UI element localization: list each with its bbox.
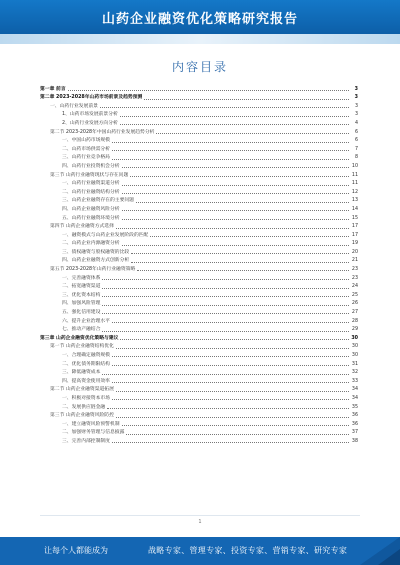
toc-entry-label: 五、强化信用建设 <box>62 310 101 316</box>
toc-entry[interactable] <box>40 342 358 351</box>
toc-leader-dots <box>122 219 349 220</box>
toc-entry-label: 第五节 2023-2028年山药行业融资策略 <box>50 267 136 273</box>
toc-entry-page: 27 <box>351 310 358 316</box>
toc-leader-dots <box>120 116 349 117</box>
toc-leader-dots <box>102 331 349 332</box>
toc-leader-dots <box>112 159 349 160</box>
toc-entry-page: 11 <box>351 172 358 178</box>
toc-entry[interactable] <box>40 196 358 205</box>
toc-entry-label: 第四节 山药企业融资方式选择 <box>50 224 114 230</box>
toc-entry-label: 第一节 山药企业融资结构优化 <box>50 344 114 350</box>
toc-entry-label: 一、山药行业发展前景 <box>50 103 98 109</box>
toc-entry[interactable] <box>40 239 358 248</box>
toc-entry-page: 30 <box>351 344 358 350</box>
toc-leader-dots <box>116 348 349 349</box>
toc-leader-dots <box>116 417 349 418</box>
toc-entry[interactable] <box>40 419 358 428</box>
corner-decoration-icon <box>340 537 400 565</box>
toc-entry[interactable] <box>40 161 358 170</box>
toc-entry-page: 12 <box>351 189 358 195</box>
toc-entry[interactable] <box>40 136 358 145</box>
toc-entry-page: 14 <box>351 206 358 212</box>
toc-entry[interactable] <box>40 144 358 153</box>
toc-leader-dots <box>122 245 349 246</box>
toc-entry[interactable] <box>40 402 358 411</box>
toc-entry-label: 五、山药行业融资环境分析 <box>62 215 120 221</box>
toc-leader-dots <box>150 236 349 237</box>
toc-entry-label: 第一章 前言 <box>40 86 66 92</box>
report-title: 山药企业融资优化策略研究报告 <box>101 12 298 27</box>
toc-entry-label: 二、山药市场供需分析 <box>62 146 110 152</box>
toc-leader-dots <box>102 296 349 297</box>
toc-entry-label: 三、完善内部控制制度 <box>62 438 110 444</box>
toc-entry-page: 33 <box>351 378 358 384</box>
toc-entry[interactable] <box>40 256 358 265</box>
toc-entry[interactable] <box>40 230 358 239</box>
toc-entry-page: 6 <box>354 138 358 144</box>
toc-title: 内容目录 <box>171 60 228 74</box>
toc-entry[interactable] <box>40 385 358 394</box>
footer-slogan: 让每个人都能成为 <box>44 546 108 555</box>
toc-entry-label: 四、山药企业融资方式创新分析 <box>62 258 130 264</box>
toc-entry[interactable] <box>40 110 358 119</box>
toc-entry-label: 二、山药企业内源融资分析 <box>62 241 120 247</box>
toc-leader-dots <box>122 193 349 194</box>
toc-leader-dots <box>131 262 349 263</box>
toc-entry-page: 34 <box>351 395 358 401</box>
toc-entry[interactable] <box>40 213 358 222</box>
toc-leader-dots <box>112 150 349 151</box>
toc-entry-label: 三、债权融资与股权融资的比较 <box>62 249 130 255</box>
toc-entry-page: 3 <box>354 103 358 109</box>
toc-leader-dots <box>156 133 349 134</box>
toc-entry-label: 四、提高资金使用效率 <box>62 378 110 384</box>
toc-entry[interactable] <box>40 273 358 282</box>
toc-entry-label: 第二节 2023-2028年中国山药行业发展趋势分析 <box>50 129 155 135</box>
toc-entry-page: 34 <box>351 387 358 393</box>
toc-entry-label: 四、山药企业融资风险分析 <box>62 206 120 212</box>
toc-entry-page: 17 <box>351 224 358 230</box>
toc-leader-dots <box>144 99 349 100</box>
toc-entry-page: 36 <box>351 413 358 419</box>
toc-leader-dots <box>102 313 349 314</box>
toc-leader-dots <box>112 142 349 143</box>
toc-leader-dots <box>122 425 349 426</box>
toc-leader-dots <box>107 408 349 409</box>
toc-entry-page: 13 <box>351 198 358 204</box>
toc-entry[interactable] <box>40 93 358 102</box>
toc-entry[interactable] <box>40 299 358 308</box>
toc-entry-label: 第二节 山药企业融资渠道拓展 <box>50 387 114 393</box>
toc-leader-dots <box>116 391 349 392</box>
toc-entry-label: 二、发展供应链金融 <box>62 404 106 410</box>
toc-entry-label: 一、山药行业融资渠道分析 <box>62 181 120 187</box>
toc-leader-dots <box>130 176 349 177</box>
toc-entry-label: 二、加强财务管理与信息披露 <box>62 430 125 436</box>
toc-entry[interactable] <box>40 101 358 110</box>
toc-entry[interactable] <box>40 325 358 334</box>
toc-entry-label: 第三节 山药行业融资现状与存在问题 <box>50 172 129 178</box>
toc-entry-page: 26 <box>351 301 358 307</box>
toc-entry[interactable] <box>40 127 358 136</box>
toc-entry-label: 一、建立融资风险预警机制 <box>62 421 120 427</box>
toc-leader-dots <box>102 305 349 306</box>
toc-entry-label: 一、完善融资体系 <box>62 275 101 281</box>
toc-leader-dots <box>137 270 349 271</box>
toc-entry[interactable] <box>40 264 358 273</box>
toc-entry[interactable] <box>40 359 358 368</box>
toc-entry-page: 7 <box>354 146 358 152</box>
toc-leader-dots <box>112 442 349 443</box>
toc-entry[interactable] <box>40 204 358 213</box>
toc-entry-page: 3 <box>354 95 358 101</box>
toc-entry[interactable] <box>40 333 358 342</box>
toc-entry-label: 六、提升企业治理水平 <box>62 318 110 324</box>
toc-entry[interactable] <box>40 153 358 162</box>
toc-entry-page: 19 <box>351 241 358 247</box>
toc-entry[interactable] <box>40 118 358 127</box>
toc-entry-label: 二、山药行业融资结构分析 <box>62 189 120 195</box>
toc-leader-dots <box>112 322 349 323</box>
toc-entry[interactable] <box>40 282 358 291</box>
toc-entry-page: 24 <box>351 284 358 290</box>
toc-entry-label: 三、降低融资成本 <box>62 370 101 376</box>
toc-entry-page: 11 <box>351 181 358 187</box>
toc-leader-dots <box>102 374 349 375</box>
toc-entry-page: 23 <box>351 267 358 273</box>
toc-leader-dots <box>102 279 349 280</box>
toc-entry-page: 15 <box>351 215 358 221</box>
toc-entry-page: 37 <box>351 430 358 436</box>
toc-leader-dots <box>122 167 349 168</box>
toc-entry[interactable] <box>40 170 358 179</box>
footer-roles: 战略专家、管理专家、投资专家、营销专家、研究专家 <box>148 546 348 555</box>
toc-entry-page: 6 <box>354 129 358 135</box>
toc-leader-dots <box>100 107 349 108</box>
toc-leader-dots <box>112 356 349 357</box>
toc-leader-dots <box>116 228 349 229</box>
toc-entry[interactable] <box>40 179 358 188</box>
toc-entry[interactable] <box>40 436 358 445</box>
toc-leader-dots <box>120 124 349 125</box>
toc-entry-label: 四、山药行业投资机会分析 <box>62 163 120 169</box>
header-bar <box>0 0 400 34</box>
toc-leader-dots <box>112 365 349 366</box>
toc-entry-page: 21 <box>351 258 358 264</box>
toc-entry-page: 32 <box>351 370 358 376</box>
toc-entry-label: 三、优化资本结构 <box>62 292 101 298</box>
toc-leader-dots <box>68 90 349 91</box>
toc-entry[interactable] <box>40 84 358 93</box>
toc-entry[interactable] <box>40 393 358 402</box>
toc-entry[interactable] <box>40 187 358 196</box>
toc-entry-label: 2、山药行业发展方向分析 <box>62 120 118 126</box>
table-of-contents <box>40 84 358 445</box>
toc-entry-page: 35 <box>351 404 358 410</box>
page-number: 1 <box>198 519 202 525</box>
toc-entry-page: 3 <box>354 86 358 92</box>
toc-entry[interactable] <box>40 376 358 385</box>
toc-leader-dots <box>112 399 349 400</box>
toc-leader-dots <box>112 382 349 383</box>
toc-entry-page: 17 <box>351 232 358 238</box>
toc-entry[interactable] <box>40 411 358 420</box>
toc-entry-page: 36 <box>351 421 358 427</box>
toc-entry-label: 一、合理确定融资规模 <box>62 353 110 358</box>
toc-entry-page: 25 <box>351 292 358 298</box>
toc-entry[interactable] <box>40 290 358 299</box>
toc-leader-dots <box>131 253 349 254</box>
toc-leader-dots <box>122 210 349 211</box>
toc-entry[interactable] <box>40 350 358 359</box>
toc-entry-page: 38 <box>351 438 358 444</box>
toc-entry-label: 三、山药行业竞争格局 <box>62 155 110 161</box>
header-band <box>0 34 400 44</box>
toc-entry-page: 31 <box>351 361 358 367</box>
toc-entry-page: 30 <box>351 353 358 358</box>
toc-entry-label: 三、山药企业融资存在的主要问题 <box>62 198 134 204</box>
toc-entry-page: 10 <box>351 163 358 169</box>
toc-entry-label: 二、拓宽融资渠道 <box>62 284 101 290</box>
toc-leader-dots <box>126 434 349 435</box>
toc-entry-label: 第三节 山药企业融资风险防控 <box>50 413 114 419</box>
toc-entry[interactable] <box>40 247 358 256</box>
toc-entry-page: 3 <box>354 112 358 118</box>
toc-entry-label: 第三章 山药企业融资优化策略与建议 <box>40 335 119 341</box>
toc-entry[interactable] <box>40 222 358 231</box>
toc-entry-label: 七、推动产融结合 <box>62 327 101 333</box>
toc-entry-label: 四、加强风险管理 <box>62 301 101 307</box>
toc-entry[interactable] <box>40 307 358 316</box>
toc-entry[interactable] <box>40 428 358 437</box>
toc-entry-label: 一、融资模式与山药企业发展阶段的匹配 <box>62 232 149 238</box>
toc-leader-dots <box>136 202 349 203</box>
toc-entry-label: 1、山药市场发展前景分析 <box>62 112 118 118</box>
toc-entry[interactable] <box>40 368 358 377</box>
toc-entry-label: 一、中国山药市场规模 <box>62 138 110 144</box>
toc-leader-dots <box>102 288 349 289</box>
toc-entry[interactable] <box>40 316 358 325</box>
toc-entry-page: 28 <box>351 318 358 324</box>
toc-entry-page: 30 <box>351 335 358 341</box>
toc-entry-page: 4 <box>354 120 358 126</box>
toc-entry-page: 20 <box>351 249 358 255</box>
footer-divider <box>40 515 360 516</box>
toc-entry-page: 23 <box>351 275 358 281</box>
toc-entry-label: 一、积极对接资本市场 <box>62 395 110 401</box>
toc-entry-label: 二、优化债务期限结构 <box>62 361 110 367</box>
toc-entry-label: 第二章 2023-2028年山药市场前景及趋势预测 <box>40 95 143 101</box>
toc-entry-page: 8 <box>354 155 358 161</box>
toc-leader-dots <box>120 339 349 340</box>
toc-entry-page: 29 <box>351 327 358 333</box>
toc-leader-dots <box>122 185 349 186</box>
